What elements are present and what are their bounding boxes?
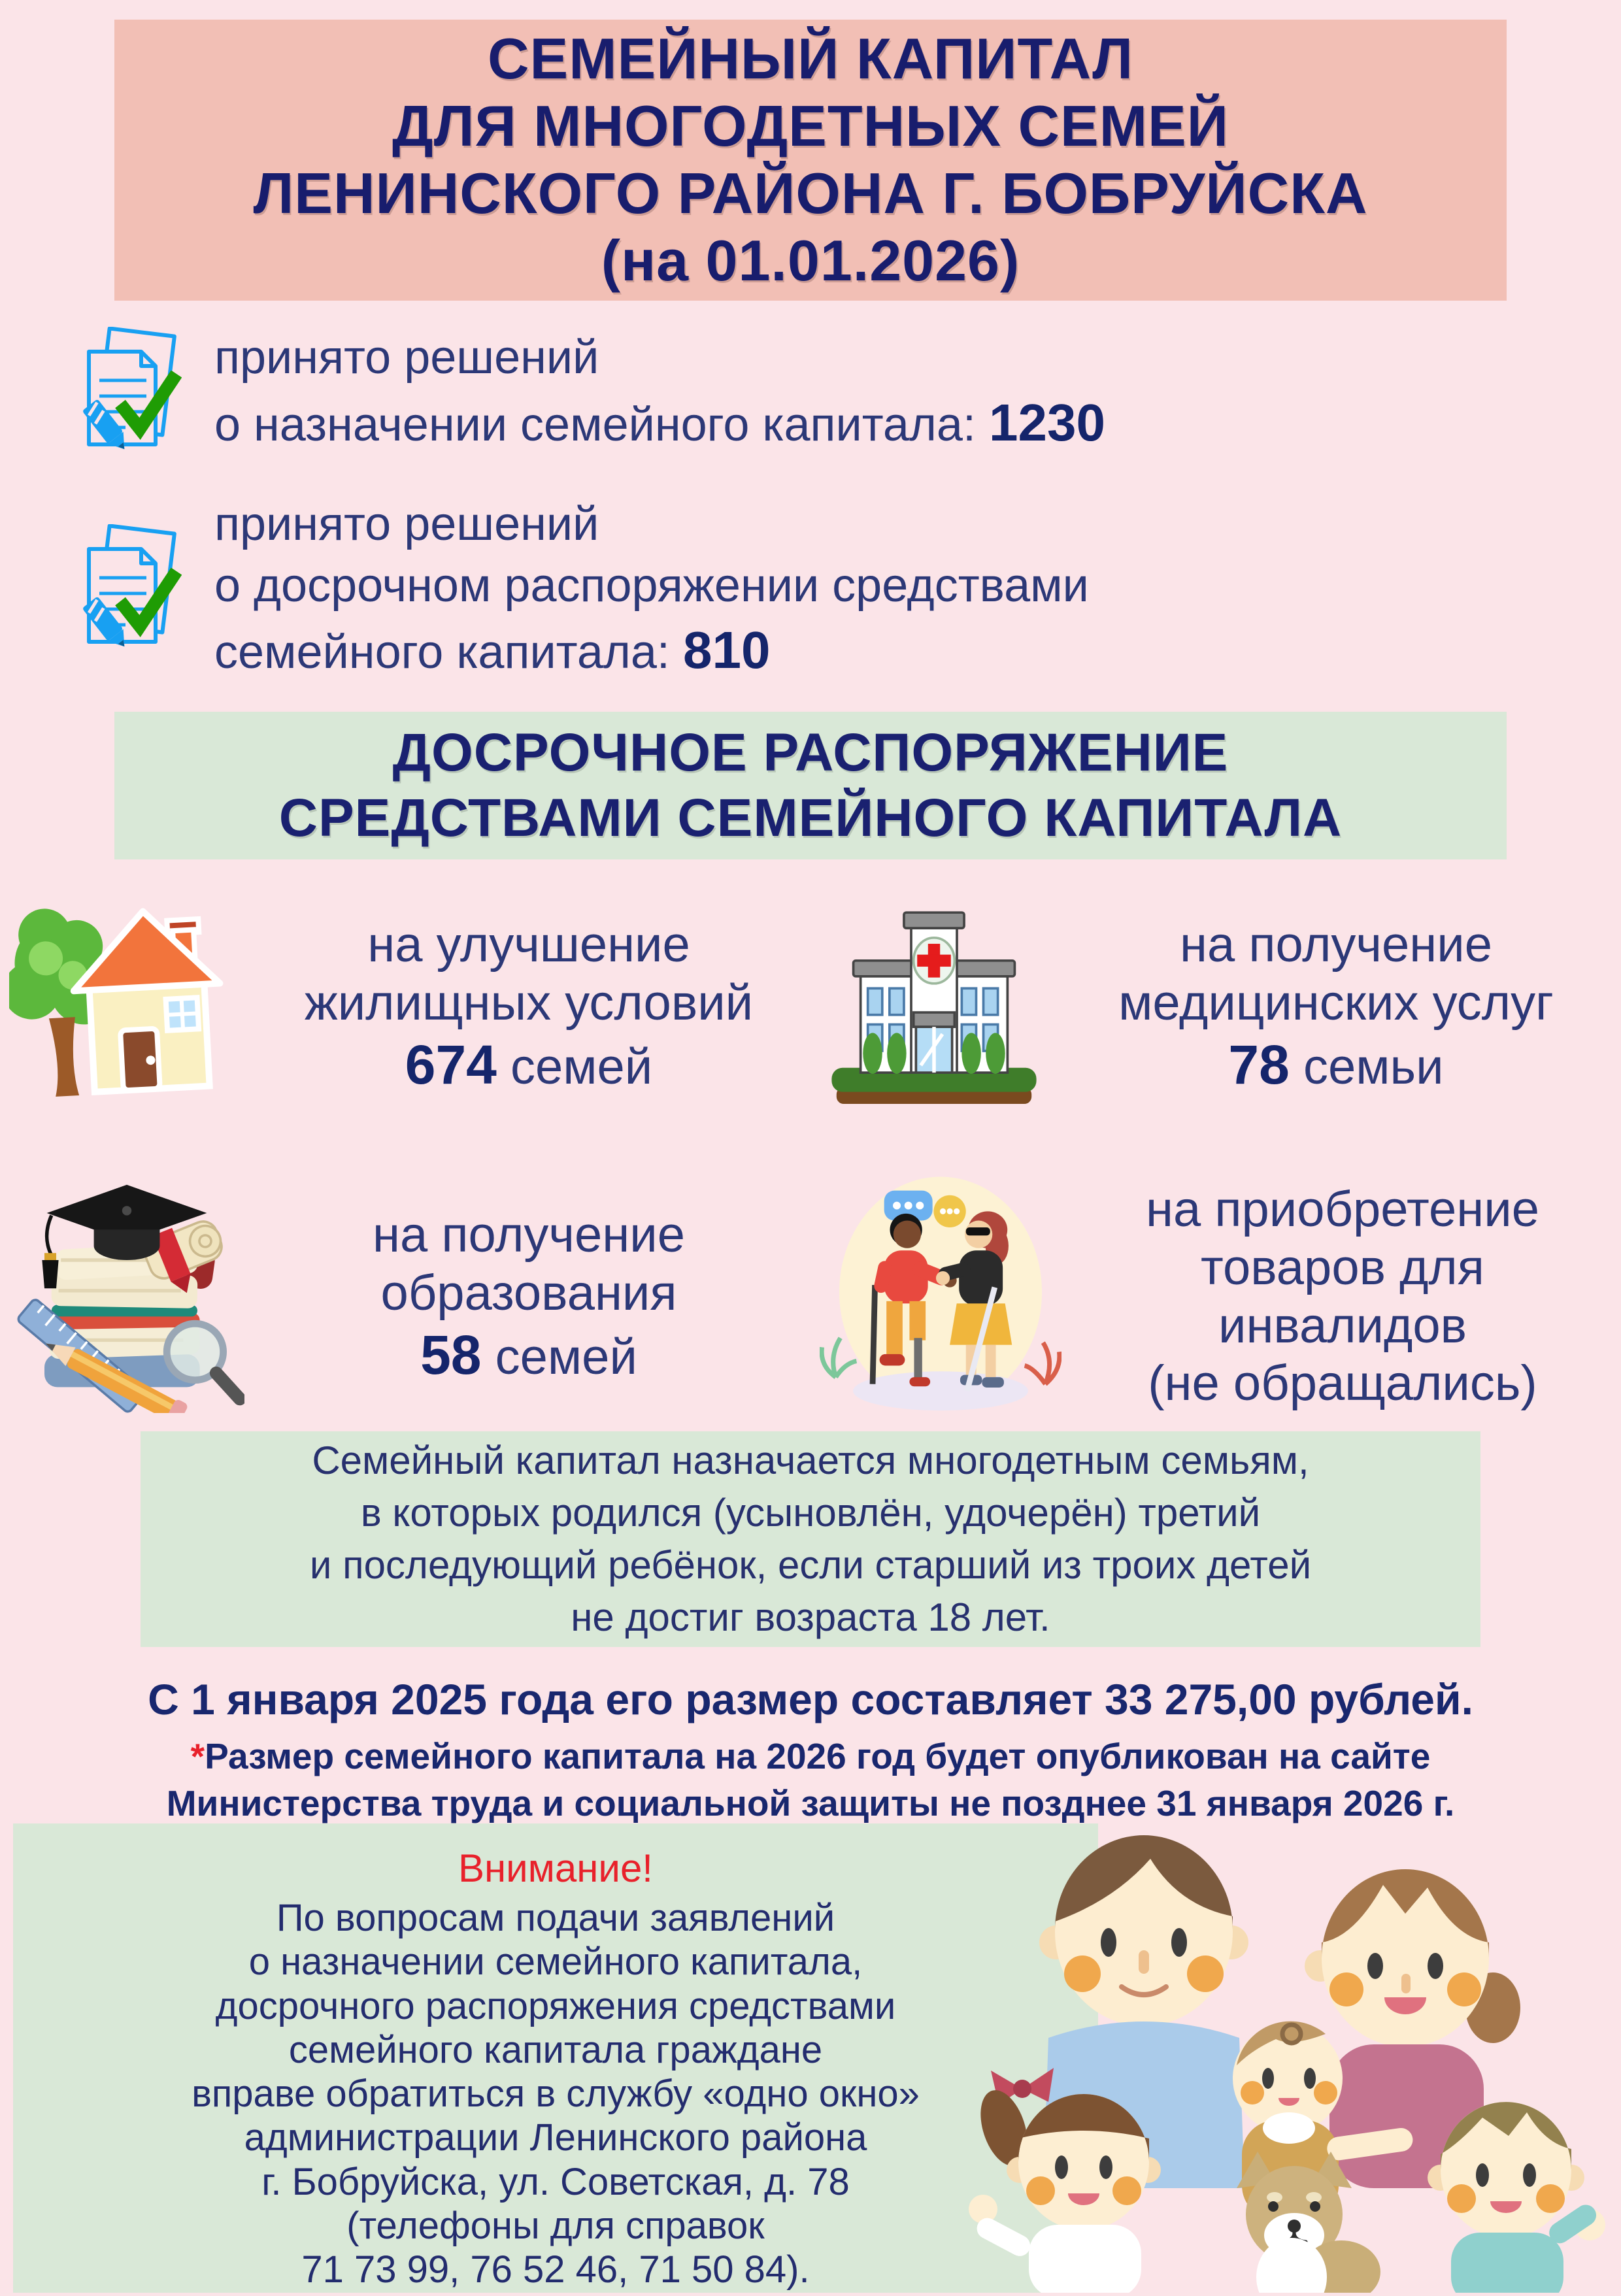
usage-line: на получение bbox=[1179, 917, 1492, 973]
usage-item-text bbox=[256, 1206, 801, 1387]
usage-header-line: СРЕДСТВАМИ СЕМЕЙНОГО КАПИТАЛА bbox=[278, 788, 1343, 848]
usage-line: образования bbox=[380, 1265, 677, 1322]
usage-item-text bbox=[256, 916, 801, 1097]
decision-line: семейного капитала: 810 bbox=[214, 621, 771, 680]
eligibility-line: Семейный капитал назначается многодетным семьям, bbox=[312, 1439, 1309, 1483]
house-icon bbox=[9, 894, 244, 1120]
usage-grid bbox=[0, 894, 1621, 1431]
usage-line: товаров для bbox=[1201, 1239, 1484, 1295]
assistance-icon bbox=[820, 1163, 1061, 1431]
page-title: СЕМЕЙНЫЙ КАПИТАЛ bbox=[487, 26, 1134, 92]
footnote-line: Министерства труда и социальной защиты не позднее 31 января 2026 г. bbox=[166, 1782, 1455, 1823]
usage-value-line bbox=[256, 1323, 801, 1387]
usage-item-education bbox=[0, 1163, 811, 1431]
family-with-dog-illustration bbox=[954, 1809, 1621, 2293]
usage-item-text bbox=[1060, 916, 1612, 1097]
usage-value: 78 bbox=[1228, 1034, 1290, 1096]
decision-value: 1230 bbox=[989, 393, 1105, 452]
education-icon bbox=[9, 1178, 244, 1416]
eligibility-line: и последующий ребёнок, если старший из троих детей bbox=[309, 1543, 1312, 1587]
usage-value: 674 bbox=[405, 1034, 497, 1096]
usage-line: жилищных условий bbox=[304, 975, 754, 1031]
attention-line: администрации Ленинского района bbox=[244, 2116, 867, 2159]
decision-text bbox=[214, 327, 1105, 457]
decisions-section bbox=[71, 327, 1574, 684]
document-check-icon bbox=[71, 524, 182, 655]
decision-item bbox=[71, 494, 1574, 684]
usage-item-housing bbox=[0, 894, 811, 1120]
decision-line: принято решений bbox=[214, 498, 599, 550]
page-title: ЛЕНИНСКОГО РАЙОНА Г. БОБРУЙСКА bbox=[253, 161, 1368, 225]
eligibility-line: не достиг возраста 18 лет. bbox=[571, 1595, 1050, 1639]
page-title-date: (на 01.01.2026) bbox=[601, 227, 1020, 293]
decision-line: о назначении семейного капитала: 1230 bbox=[214, 393, 1105, 452]
decision-line: принято решений bbox=[214, 331, 599, 384]
eligibility-panel bbox=[141, 1431, 1480, 1647]
attention-line: (телефоны для справок bbox=[346, 2204, 765, 2247]
usage-value: 58 bbox=[420, 1324, 482, 1386]
usage-line: медицинских услуг bbox=[1118, 975, 1554, 1031]
usage-line: на улучшение bbox=[367, 917, 690, 973]
decision-value: 810 bbox=[682, 621, 771, 680]
usage-item-text bbox=[1073, 1181, 1612, 1414]
attention-panel bbox=[13, 1823, 1098, 2293]
usage-unit: семьи bbox=[1303, 1039, 1444, 1095]
attention-title: Внимание! bbox=[458, 1846, 653, 1890]
hospital-icon bbox=[820, 897, 1048, 1117]
usage-unit: семей bbox=[510, 1039, 653, 1095]
usage-line: на приобретение bbox=[1146, 1181, 1539, 1237]
attention-line: вправе обратиться в службу «одно окно» bbox=[192, 2072, 920, 2116]
decision-line: о досрочном распоряжении средствами bbox=[214, 559, 1089, 612]
attention-line: досрочного распоряжения средствами bbox=[215, 1984, 896, 2027]
capital-amount-line: С 1 января 2025 года его размер составляет 33 275,00 рублей. bbox=[148, 1675, 1473, 1723]
usage-header-panel bbox=[114, 712, 1507, 859]
footnote-asterisk: * bbox=[190, 1736, 205, 1776]
decision-text bbox=[214, 494, 1089, 684]
decision-item bbox=[71, 327, 1574, 458]
usage-line: инвалидов bbox=[1218, 1297, 1467, 1354]
attention-phones: 71 73 99, 76 52 46, 71 50 84). bbox=[301, 2248, 810, 2291]
usage-value-line bbox=[256, 1033, 801, 1097]
attention-line: семейного капитала граждане bbox=[288, 2028, 823, 2071]
usage-line: на получение bbox=[372, 1207, 685, 1263]
attention-line: По вопросам подачи заявлений bbox=[276, 1897, 835, 1939]
eligibility-line: в которых родился (усыновлён, удочерён) третий bbox=[360, 1491, 1261, 1535]
page-title: ДЛЯ МНОГОДЕТНЫХ СЕМЕЙ bbox=[392, 93, 1229, 159]
usage-item-disabled-goods bbox=[811, 1163, 1621, 1431]
son bbox=[1428, 2102, 1605, 2293]
footnote-line: *Размер семейного капитала на 2026 год будет опубликован на сайте bbox=[190, 1736, 1431, 1776]
usage-unit: семей bbox=[495, 1329, 637, 1386]
document-check-icon bbox=[71, 327, 182, 458]
usage-item-medical bbox=[811, 894, 1621, 1120]
usage-value-line bbox=[1060, 1033, 1612, 1097]
attention-line: г. Бобруйска, ул. Советская, д. 78 bbox=[261, 2160, 850, 2203]
usage-header-line: ДОСРОЧНОЕ РАСПОРЯЖЕНИЕ bbox=[392, 722, 1229, 782]
attention-line: о назначении семейного капитала, bbox=[248, 1940, 863, 1984]
usage-line: (не обращались) bbox=[1148, 1356, 1537, 1412]
title-panel bbox=[114, 20, 1507, 301]
